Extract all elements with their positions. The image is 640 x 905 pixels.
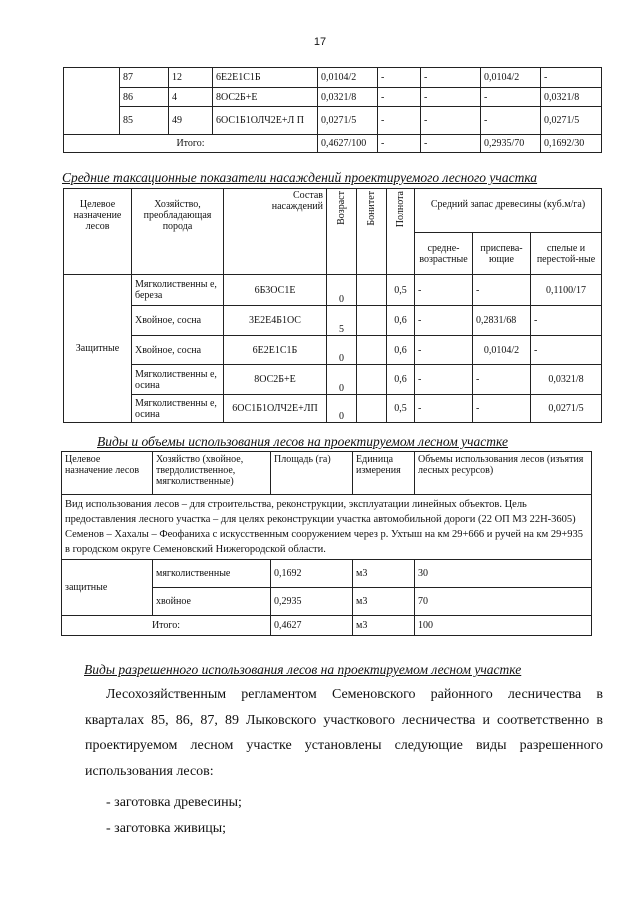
header-density <box>387 189 415 275</box>
volume-cell: 70 <box>415 588 592 616</box>
header-density-label: Полнота <box>395 191 406 228</box>
stock-cell: - <box>531 306 602 336</box>
table-row <box>64 365 602 395</box>
header-volume: Объемы использования лесов (изъятия лесных ресурсов) <box>415 452 592 495</box>
age-cell: 0 <box>327 395 357 423</box>
area-cell: 0,4627 <box>271 616 353 636</box>
age-cell: 0 <box>327 275 357 306</box>
volume-cell: 100 <box>415 616 592 636</box>
area-cell: 0,1692 <box>271 560 353 588</box>
table-cell: - <box>421 68 481 88</box>
header-middle-aged: средне-возрастные <box>415 233 473 275</box>
table-cell: - <box>378 107 421 135</box>
area-cell: 0,2935 <box>271 588 353 616</box>
table-cell: 6ОС1Б1ОЛЧ2Е+Л П <box>213 107 318 135</box>
table-cell: 0,2935/70 <box>481 135 541 153</box>
header-bonitet <box>357 189 387 275</box>
composition-cell: 8ОС2Б+Е <box>224 365 327 395</box>
composition-cell: 6Б3ОС1Е <box>224 275 327 306</box>
density-cell: 0,5 <box>387 275 415 306</box>
density-cell: 0,5 <box>387 395 415 423</box>
stock-cell: - <box>473 395 531 423</box>
farm-cell: Мягколиственны е, береза <box>132 275 224 306</box>
paragraph-line: проектируемом лесном участке установлены следующие виды разрешенного <box>85 738 603 753</box>
header-stock: Средний запас древесины (куб.м/га) <box>415 189 602 233</box>
header-ripening: приспева-ющие <box>473 233 531 275</box>
header-age-label: Возраст <box>336 191 347 225</box>
farm-cell: Хвойное, сосна <box>132 336 224 365</box>
stock-cell: 0,0104/2 <box>473 336 531 365</box>
stock-cell: 0,2831/68 <box>473 306 531 336</box>
unit-cell: м3 <box>353 588 415 616</box>
table-cell: 0,0321/8 <box>318 88 378 107</box>
density-cell: 0,6 <box>387 365 415 395</box>
forest-use-table <box>61 451 592 636</box>
farm-cell: хвойное <box>153 588 271 616</box>
table-cell: - <box>541 68 602 88</box>
table-cell: 8ОС2Б+Е <box>213 88 318 107</box>
farm-cell: Хвойное, сосна <box>132 306 224 336</box>
header-farm: Хозяйство, преобладающая порода <box>132 189 224 275</box>
table-cell: 86 <box>120 88 169 107</box>
farm-cell: Мягколиственны е, осина <box>132 365 224 395</box>
table-row <box>64 275 602 306</box>
stand-indicators-table <box>63 188 602 423</box>
table-cell: 0,0104/2 <box>318 68 378 88</box>
bonitet-cell <box>357 395 387 423</box>
bonitet-cell <box>357 275 387 306</box>
table-cell: - <box>378 88 421 107</box>
table-cell: 49 <box>169 107 213 135</box>
table-row <box>64 306 602 336</box>
stock-cell: - <box>415 275 473 306</box>
age-cell: 0 <box>327 365 357 395</box>
unit-cell: м3 <box>353 616 415 636</box>
header-bonitet-label: Бонитет <box>366 191 377 226</box>
density-cell: 0,6 <box>387 306 415 336</box>
table-header-row <box>64 189 602 233</box>
stock-cell: - <box>415 365 473 395</box>
table-row <box>62 560 592 588</box>
stock-cell: 0,0321/8 <box>531 365 602 395</box>
table2-caption: Средние таксационные показатели насаждений проектируемого лесного участка <box>62 170 538 185</box>
table-cell: - <box>481 107 541 135</box>
table-total-row <box>64 135 602 153</box>
table-cell: - <box>421 107 481 135</box>
table-cell: - <box>378 135 421 153</box>
table-row <box>64 88 602 107</box>
header-area: Площадь (га) <box>271 452 353 495</box>
table-note-row <box>62 495 592 560</box>
stock-cell: - <box>415 336 473 365</box>
table3-caption: Виды и объемы использования лесов на проектируемом лесном участке <box>97 434 508 449</box>
header-ripe: спелые и перестой-ные <box>531 233 602 275</box>
section-heading: Виды разрешенного использования лесов на проектируемом лесном участке <box>84 662 522 677</box>
table-cell: 6Е2Е1С1Б <box>213 68 318 88</box>
header-age <box>327 189 357 275</box>
table-cell: 12 <box>169 68 213 88</box>
table-cell: - <box>421 135 481 153</box>
use-note: Вид использования лесов – для строительства, реконструкции, эксплуатации линейных объектов. Цель предоставления лесного участка – для целях реконструкции участка автомобильной дороги (22 ОП МЗ 22Н-3605) Семенов – Хахалы – Феофаниха с искусственным сооружением через р. Ухтыш на км 29+666 и ручей на км 29+935 в городском округе Семеновский Нижегородской области. <box>62 495 592 560</box>
total-label: Итого: <box>64 135 318 153</box>
paragraph-line: Лесохозяйственным регламентом Семеновского районного лесничества в <box>106 687 603 702</box>
table-row <box>64 107 602 135</box>
farm-cell: мягколиственные <box>153 560 271 588</box>
paragraph-line: кварталах 85, 86, 87, 89 Лыковского участкового лесничества и соответственно в <box>85 712 603 728</box>
age-cell: 5 <box>327 306 357 336</box>
table-cell: 0,1692/30 <box>541 135 602 153</box>
header-purpose: Целевое назначение лесов <box>64 189 132 275</box>
header-farm: Хозяйство (хвойное, твердолиственное, мягколиственные) <box>153 452 271 495</box>
table-cell: - <box>378 68 421 88</box>
table-cell: - <box>481 88 541 107</box>
body-paragraph <box>85 682 603 784</box>
table-cell: 0,0271/5 <box>318 107 378 135</box>
age-cell: 0 <box>327 336 357 365</box>
composition-cell: 6Е2Е1С1Б <box>224 336 327 365</box>
list-item: - заготовка живицы; <box>106 821 227 836</box>
table-total-row <box>62 616 592 636</box>
farm-cell: Мягколиственны е, осина <box>132 395 224 423</box>
table-cell: 87 <box>120 68 169 88</box>
stock-cell: 0,1100/17 <box>531 275 602 306</box>
stock-cell: 0,0271/5 <box>531 395 602 423</box>
stock-cell: - <box>473 275 531 306</box>
bonitet-cell <box>357 365 387 395</box>
table-cell: - <box>421 88 481 107</box>
density-cell: 0,6 <box>387 336 415 365</box>
table-cell: 0,4627/100 <box>318 135 378 153</box>
purpose-cell: защитные <box>62 560 153 616</box>
table-row <box>64 395 602 423</box>
list-item: - заготовка древесины; <box>106 795 242 810</box>
table-cell: 0,0104/2 <box>481 68 541 88</box>
volume-cell: 30 <box>415 560 592 588</box>
stock-cell: - <box>531 336 602 365</box>
stand-stock-table-continued <box>63 67 602 153</box>
table-cell: 0,0271/5 <box>541 107 602 135</box>
purpose-cell: Защитные <box>64 275 132 423</box>
table-cell: 85 <box>120 107 169 135</box>
table-row <box>64 68 602 88</box>
page-number: 17 <box>313 36 327 48</box>
stock-cell: - <box>473 365 531 395</box>
header-composition: Состав насаждений <box>224 189 327 275</box>
bonitet-cell <box>357 306 387 336</box>
table-header-row <box>62 452 592 495</box>
table-cell: 0,0321/8 <box>541 88 602 107</box>
bonitet-cell <box>357 336 387 365</box>
composition-cell: 6ОС1Б1ОЛЧ2Е+ЛП <box>224 395 327 423</box>
header-unit: Единица измерения <box>353 452 415 495</box>
header-purpose: Целевое назначение лесов <box>62 452 153 495</box>
paragraph-line: использования лесов: <box>85 763 214 779</box>
composition-cell: 3Е2Е4Б1ОС <box>224 306 327 336</box>
total-label: Итого: <box>62 616 271 636</box>
stock-cell: - <box>415 306 473 336</box>
table-cell: 4 <box>169 88 213 107</box>
stock-cell: - <box>415 395 473 423</box>
table-cell <box>64 68 120 135</box>
unit-cell: м3 <box>353 560 415 588</box>
table-row <box>64 336 602 365</box>
